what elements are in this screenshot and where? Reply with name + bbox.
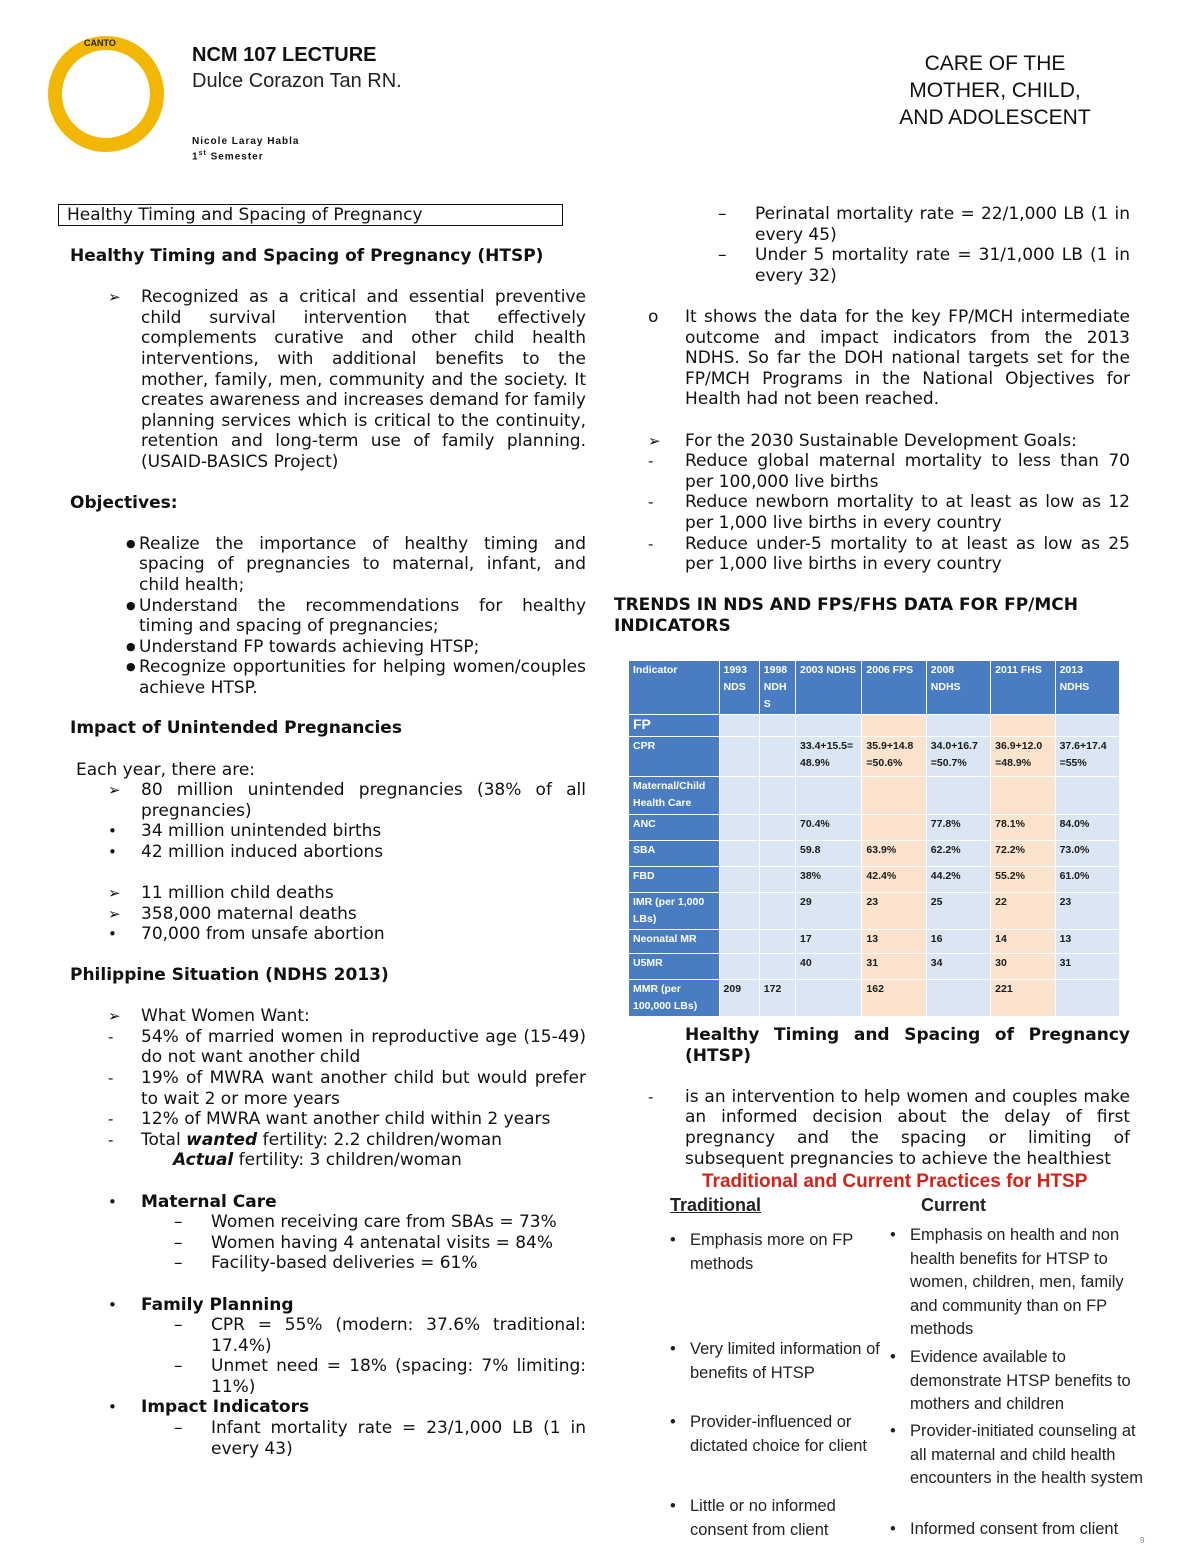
objective-item: ● Realize the importance of healthy timing and spacing of pregnancies to maternal, infant, and child health;	[126, 533, 586, 595]
table-header: 2011 FHS	[991, 661, 1055, 715]
table-header: 2006 FPS	[862, 661, 926, 715]
table-cell: 35.9+14.8 =50.6%	[862, 737, 926, 777]
traditional-item: • Little or no informed consent from client	[670, 1497, 836, 1539]
table-cell: 42.4%	[862, 867, 926, 893]
table-cell: 172	[759, 980, 795, 1017]
table-header: 2003 NDHS	[796, 661, 862, 715]
table-row	[629, 930, 1120, 954]
maternal-care-heading: • Maternal Care	[108, 1191, 277, 1212]
table-cell: MMR (per 100,000 LBs)	[629, 980, 720, 1017]
impact-item: ➢ 80 million unintended pregnancies (38% of all pregnancies)	[108, 780, 586, 821]
table-header: Indicator	[629, 661, 720, 715]
practices-title: Traditional and Current Practices for HTSP	[702, 1171, 1088, 1192]
table-cell: Maternal/Child Health Care	[629, 777, 720, 815]
table-cell: 62.2%	[926, 841, 990, 867]
table-row	[629, 954, 1120, 980]
traditional-heading: Traditional	[670, 1195, 762, 1215]
table-row	[629, 867, 1120, 893]
family-planning-item: – CPR = 55% (modern: 37.6% traditional: 17.4%)	[174, 1315, 586, 1356]
table-cell: 70.4%	[796, 815, 862, 841]
student-name: Nicole Laray Habla	[192, 136, 300, 147]
traditional-item: • Provider-influenced or dictated choice for client	[670, 1413, 868, 1455]
table-cell: 14	[991, 930, 1055, 954]
www-item: ➢ What Women Want:	[108, 1006, 310, 1027]
traditional-item: • Emphasis more on FP methods	[670, 1231, 853, 1273]
table-cell: 13	[1055, 930, 1119, 954]
table-cell: FBD	[629, 867, 720, 893]
table-header-row	[629, 661, 1120, 715]
htsp-intervention-section	[614, 1025, 1130, 1169]
table-cell: 55.2%	[991, 867, 1055, 893]
table-cell: 31	[1055, 954, 1119, 980]
impact-indicator-item: – Under 5 mortality rate = 31/1,000 LB (1 in every 32)	[718, 245, 1130, 286]
htsp-heading: Healthy Timing and Spacing of Pregnancy (HTSP)	[70, 246, 544, 266]
table-cell: 78.1%	[991, 815, 1055, 841]
table-cell: IMR (per 1,000 LBs)	[629, 893, 720, 930]
table-cell: 30	[991, 954, 1055, 980]
section-title-box: Healthy Timing and Spacing of Pregnancy	[58, 204, 563, 226]
left-column	[67, 204, 586, 1459]
table-cell: 38%	[796, 867, 862, 893]
trends-heading: TRENDS IN NDS AND FPS/FHS DATA FOR FP/MCH INDICATORS	[614, 595, 1078, 636]
traditional-item: • Very limited information of benefits of HTSP	[670, 1340, 880, 1382]
www-item: - 54% of married women in reproductive age (15-49) do not want another child	[108, 1026, 586, 1068]
document-title: CARE OF THE MOTHER, CHILD, AND ADOLESCENT	[899, 52, 1091, 129]
right-column	[614, 204, 1130, 636]
impact-indicators-heading: • Impact Indicators	[108, 1397, 310, 1418]
table-cell: 44.2%	[926, 867, 990, 893]
philippine-situation-heading: Philippine Situation (NDHS 2013)	[70, 965, 389, 985]
table-row	[629, 841, 1120, 867]
impact-item: ➢ 358,000 maternal deaths	[108, 903, 357, 924]
current-item: • Evidence available to demonstrate HTSP benefits to mothers and children	[890, 1348, 1131, 1413]
objectives-heading: Objectives:	[70, 492, 178, 513]
maternal-care-item: – Women having 4 antenatal visits = 84%	[174, 1232, 554, 1253]
table-cell: 221	[991, 980, 1055, 1017]
table-row	[629, 715, 1120, 737]
table-cell: Neonatal MR	[629, 930, 720, 954]
table-cell: 29	[796, 893, 862, 930]
maternal-care-item: – Women receiving care from SBAs = 73%	[174, 1212, 557, 1233]
current-item: • Emphasis on health and non health benefits for HTSP to women, children, men, family and community than on FP methods	[890, 1226, 1124, 1338]
table-row	[629, 980, 1120, 1017]
table-row	[629, 815, 1120, 841]
table-cell: 72.2%	[991, 841, 1055, 867]
family-planning-item: – Unmet need = 18% (spacing: 7% limiting: 11%)	[174, 1356, 586, 1397]
lecturer-name: Dulce Corazon Tan RN.	[192, 70, 402, 92]
table-cell: 16	[926, 930, 990, 954]
table-cell	[862, 815, 926, 841]
table-cell: 13	[862, 930, 926, 954]
sdg-item: - Reduce under-5 mortality to at least as low as 25 per 1,000 live births in every country	[648, 533, 1130, 575]
www-item: Actual fertility: 3 children/woman	[173, 1150, 462, 1171]
table-cell: 162	[862, 980, 926, 1017]
table-cell: 209	[719, 980, 759, 1017]
table-cell: 36.9+12.0 =48.9%	[991, 737, 1055, 777]
impact-item: • 70,000 from unsafe abortion	[108, 924, 385, 945]
current-item: • Provider-initiated counseling at all maternal and child health encounters in the health system	[890, 1422, 1143, 1487]
page-number: 9	[1140, 1536, 1145, 1545]
www-item: - 19% of MWRA want another child but would prefer to wait 2 or more years	[108, 1067, 586, 1109]
table-cell: 25	[926, 893, 990, 930]
impact-item: ➢ 11 million child deaths	[108, 883, 334, 904]
current-item: • Informed consent from client	[890, 1520, 1119, 1538]
table-cell: 63.9%	[862, 841, 926, 867]
table-cell: 31	[862, 954, 926, 980]
sdg-item: - Reduce global maternal mortality to less than 70 per 100,000 live births	[648, 451, 1130, 492]
table-header: 2008 NDHS	[926, 661, 990, 715]
www-item: - 12% of MWRA want another child within 2 years	[108, 1109, 551, 1130]
table-header: 2013 NDHS	[1055, 661, 1119, 715]
table-cell: 33.4+15.5= 48.9%	[796, 737, 862, 777]
sdg-item: - Reduce newborn mortality to at least as low as 12 per 1,000 live births in every country	[648, 492, 1130, 533]
table-cell: 61.0%	[1055, 867, 1119, 893]
impact-intro: Each year, there are:	[76, 759, 256, 780]
impact-item: • 34 million unintended births	[108, 821, 382, 842]
table-cell: 34.0+16.7 =50.7%	[926, 737, 990, 777]
table-header: 1993 NDS	[719, 661, 759, 715]
table-cell: 23	[1055, 893, 1119, 930]
table-cell: FP	[629, 715, 720, 737]
logo-text: CANTO	[84, 38, 116, 48]
htsp2-heading: Healthy Timing and Spacing of Pregnancy (HTSP)	[685, 1025, 1130, 1066]
table-cell: 34	[926, 954, 990, 980]
table-cell: 40	[796, 954, 862, 980]
ndhs-note: o It shows the data for the key FP/MCH intermediate outcome and impact indicators from the 2013 NDHS. So far the DOH national targets set for the FP/MCH Programs in the National Objectives for Health had not been reached.	[648, 306, 1130, 410]
table-cell: CPR	[629, 737, 720, 777]
trends-table	[628, 660, 1120, 1017]
table-cell: ANC	[629, 815, 720, 841]
impact-heading: Impact of Unintended Pregnancies	[70, 718, 402, 739]
table-cell: 84.0%	[1055, 815, 1119, 841]
university-logo	[44, 30, 152, 138]
table-cell: U5MR	[629, 954, 720, 980]
table-row	[629, 893, 1120, 930]
sdg-heading: ➢ For the 2030 Sustainable Development Goals:	[648, 430, 1077, 451]
www-item: - Total wanted fertility: 2.2 children/woman	[108, 1129, 502, 1150]
objective-item: ● Understand FP towards achieving HTSP;	[126, 636, 480, 657]
impact-indicator-item: – Perinatal mortality rate = 22/1,000 LB (1 in every 45)	[718, 204, 1130, 245]
practices-figure	[664, 1168, 1154, 1548]
objective-item: ● Recognize opportunities for helping women/couples achieve HTSP.	[126, 657, 586, 698]
table-cell: 59.8	[796, 841, 862, 867]
course-title: NCM 107 LECTURE	[192, 44, 377, 66]
table-header: 1998 NDH S	[759, 661, 795, 715]
semester: 1st Semester	[192, 150, 264, 163]
table-cell: 37.6+17.4 =55%	[1055, 737, 1119, 777]
table-cell: 23	[862, 893, 926, 930]
table-cell: 17	[796, 930, 862, 954]
maternal-care-item: – Facility-based deliveries = 61%	[174, 1253, 478, 1274]
table-cell: 73.0%	[1055, 841, 1119, 867]
table-cell: 22	[991, 893, 1055, 930]
objective-item: ● Understand the recommendations for healthy timing and spacing of pregnancies;	[126, 595, 586, 637]
table-cell: SBA	[629, 841, 720, 867]
impact-indicator-item: – Infant mortality rate = 23/1,000 LB (1 in every 43)	[174, 1418, 586, 1459]
htsp2-definition: - is an intervention to help women and couples make an informed decision about the delay of first pregnancy and the spacing or limiting of subsequent pregnancies to achieve the healthiest	[648, 1086, 1130, 1169]
impact-item: • 42 million induced abortions	[108, 842, 384, 863]
htsp-definition: ➢ Recognized as a critical and essential preventive child survival intervention that effectively complements curative and other child health interventions, with additional benefits to the mother, family, men, community and the society. It creates awareness and increases demand for family planning services which is critical to the continuity, retention and long-term use of family planning. (USAID-BASICS Project)	[108, 287, 586, 472]
table-row	[629, 777, 1120, 815]
family-planning-heading: • Family Planning	[108, 1294, 294, 1315]
current-heading: Current	[921, 1195, 987, 1215]
table-row	[629, 737, 1120, 777]
table-cell: 77.8%	[926, 815, 990, 841]
